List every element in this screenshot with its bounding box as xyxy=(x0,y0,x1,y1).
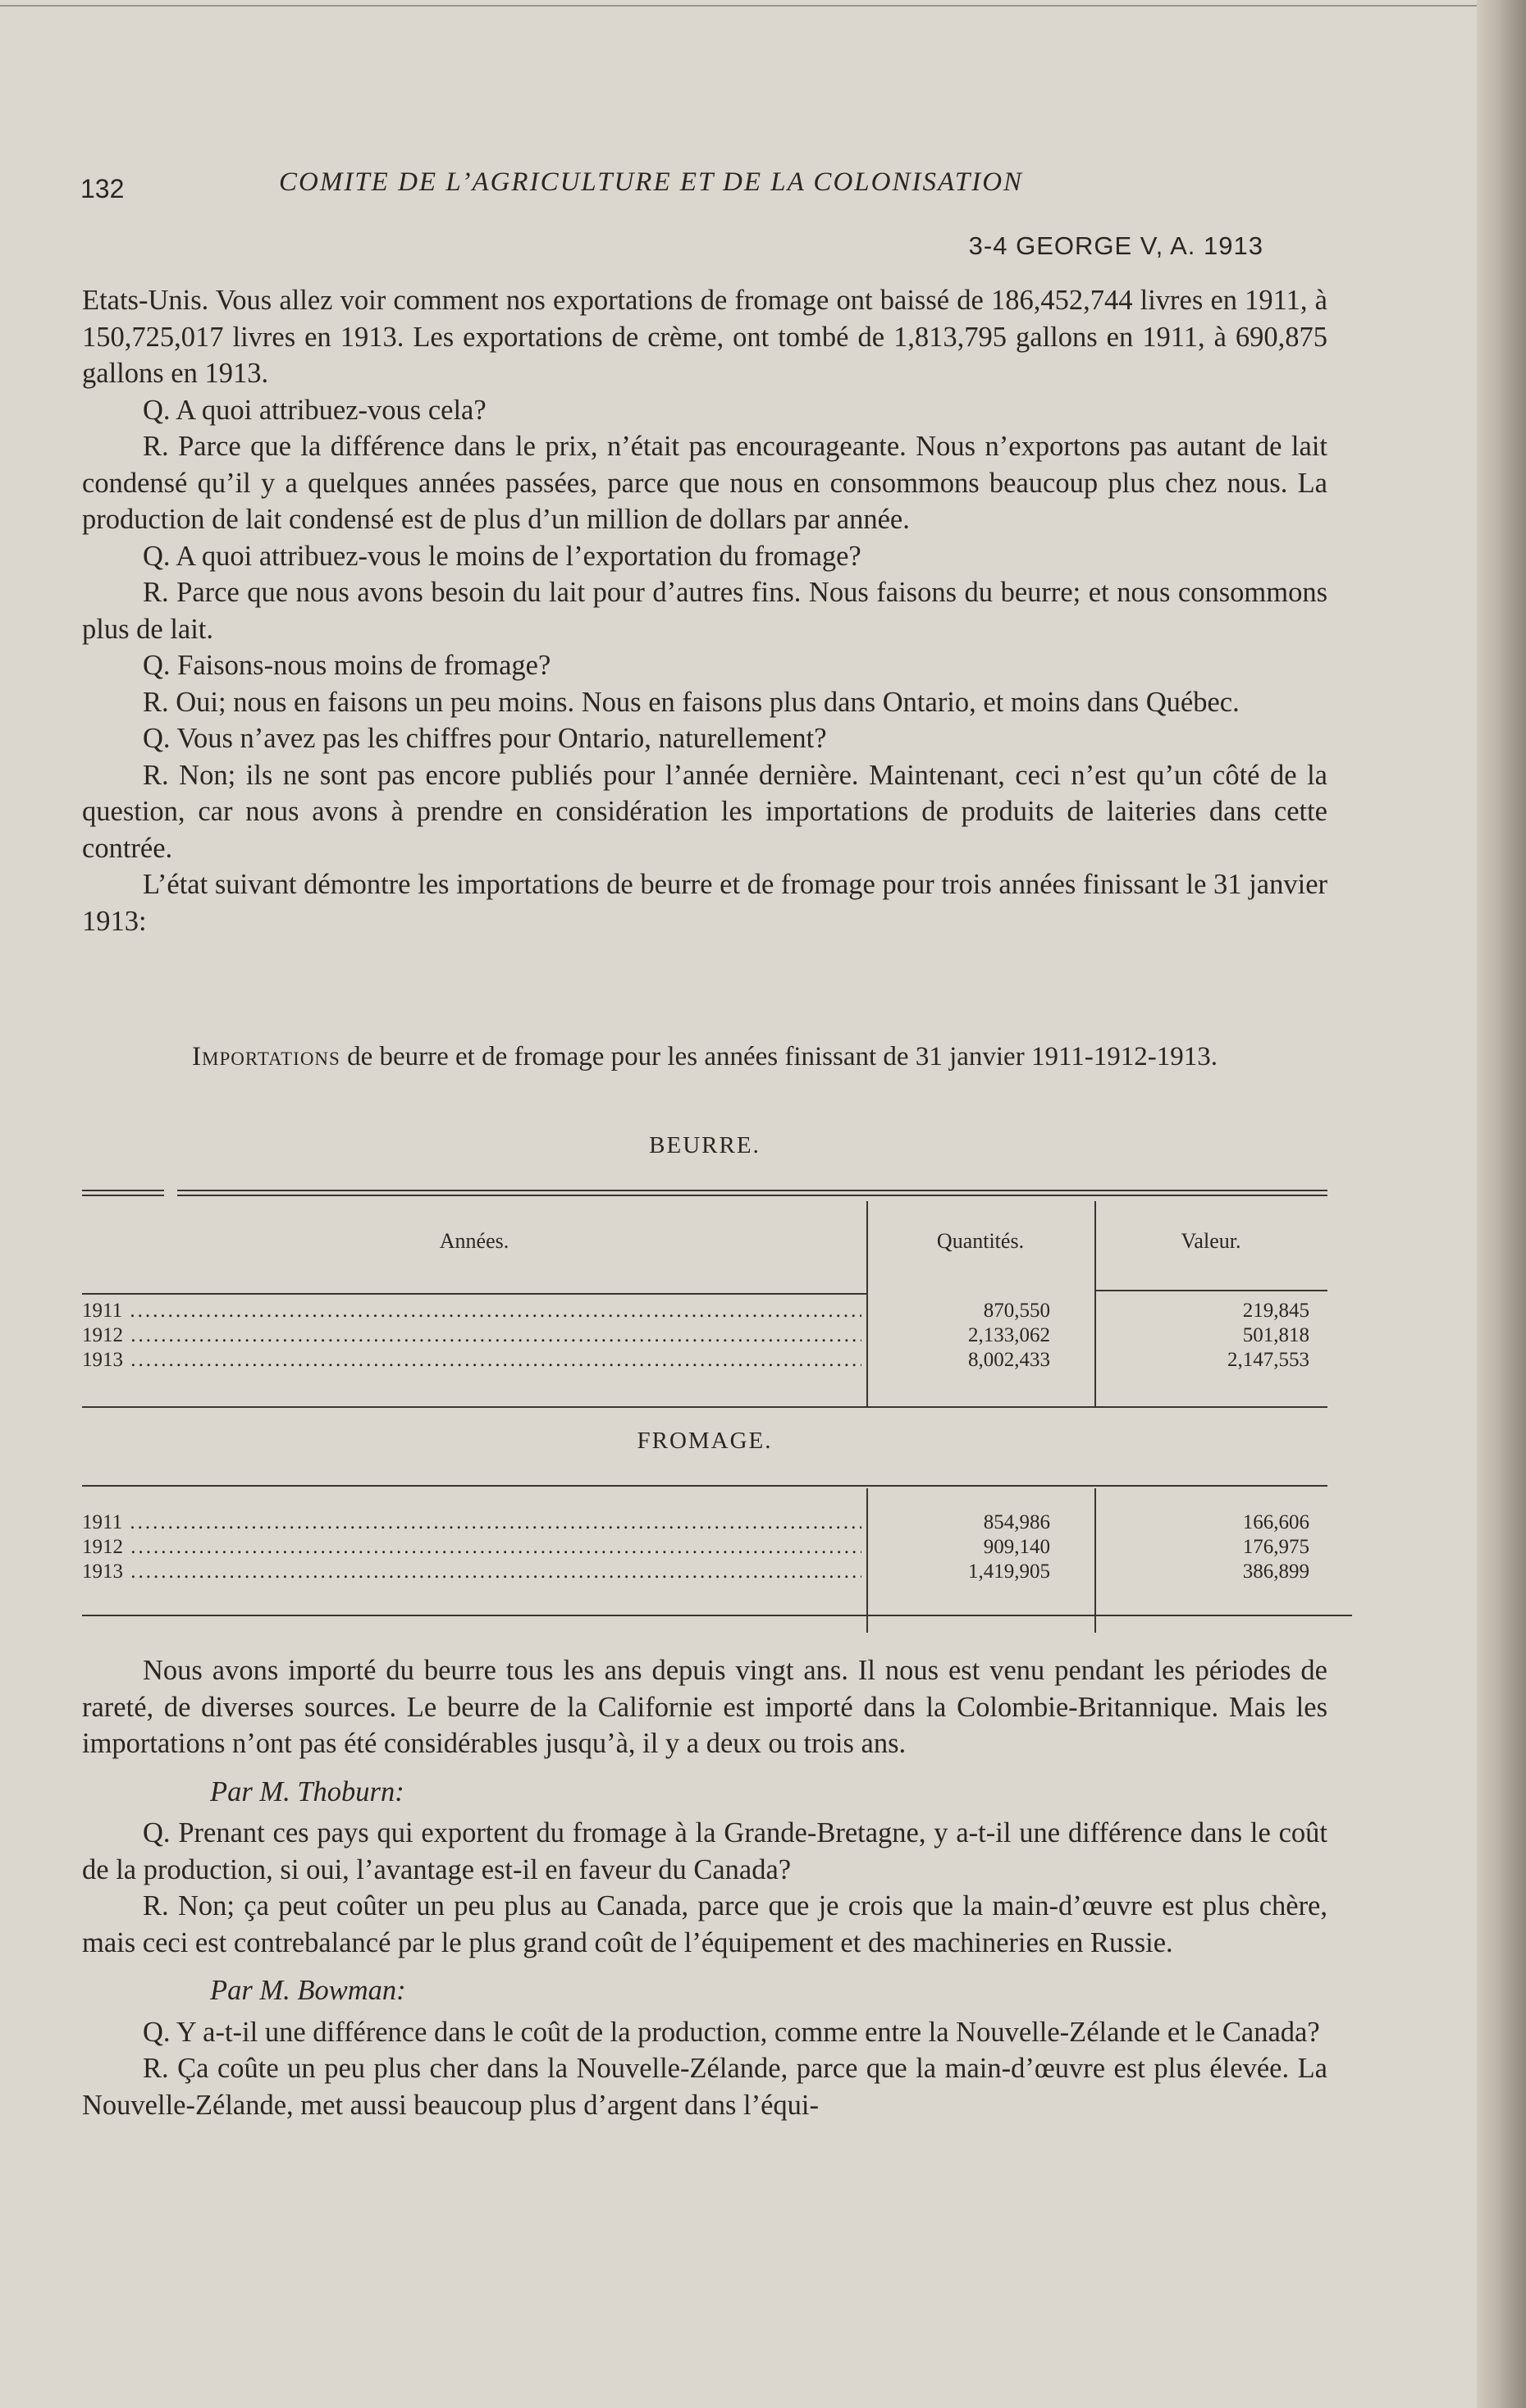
speaker-label: Par M. Thoburn: xyxy=(210,1775,404,1807)
speaker-label: Par M. Bowman: xyxy=(210,1975,406,2006)
value-cell: 2,147,553 xyxy=(1227,1349,1309,1371)
value-cell: 176,975 xyxy=(1242,1536,1309,1558)
value-cell: 219,845 xyxy=(1242,1300,1309,1322)
caption-text: de beurre et de fromage pour les années finissant de 31 janvier 1911-1912-1913. xyxy=(340,1042,1218,1071)
quantity-cell: 909,140 xyxy=(983,1536,1050,1558)
paragraph: Q. Faisons-nous moins de fromage? xyxy=(143,650,551,681)
year-cell: 1911 ..... xyxy=(82,1511,861,1534)
paragraph: Q. Vous n’avez pas les chiffres pour Ontario, naturellement? xyxy=(143,723,827,754)
year-cell: 1913 ..... xyxy=(82,1560,861,1583)
paragraph: R. Oui; nous en faisons un peu moins. Nous en faisons plus dans Ontario, et moins dans Québec. xyxy=(143,686,1240,718)
value-cell: 386,899 xyxy=(1242,1560,1309,1583)
butter-section-title: BEURRE. xyxy=(649,1132,761,1158)
paragraph: R. Non; ça peut coûter un peu plus au Canada, parce que je crois que la main-d’œuvre est plus chère, mais ceci est contrebalancé par le plus grand coût de l’équipement et des machineries en Russie. xyxy=(82,1890,1327,1958)
page-number: 132 xyxy=(80,174,125,203)
running-title: COMITE DE L’AGRICULTURE ET DE LA COLONISATION xyxy=(279,167,1024,197)
year-cell: 1912 ..... xyxy=(82,1324,861,1347)
header-years: Années. xyxy=(439,1229,509,1253)
table-caption xyxy=(82,1039,1327,1075)
header-value: Valeur. xyxy=(1181,1229,1241,1253)
paragraph: Nous avons importé du beurre tous les ans depuis vingt ans. Il nous est venu pendant les périodes de rareté, de diverses sources. Le beurre de la Californie est importé dans la Colombie-Britannique. Mais les importations n’ont pas été considérables jusqu’à, il y a deux ou trois ans. xyxy=(82,1655,1327,1759)
quantity-cell: 2,133,062 xyxy=(968,1324,1050,1346)
body-text-top xyxy=(82,282,1327,939)
quantity-cell: 1,419,905 xyxy=(968,1560,1050,1583)
paragraph: R. Parce que nous avons besoin du lait pour d’autres fins. Nous faisons du beurre; et nous consommons plus de lait. xyxy=(82,577,1327,645)
header-quantity: Quantités. xyxy=(936,1229,1025,1253)
table-row xyxy=(82,1536,1327,1560)
paragraph: Q. Prenant ces pays qui exportent du fromage à la Grande-Bretagne, y a-t-il une différence dans le coût de la production, si oui, l’avantage est-il en faveur du Canada? xyxy=(82,1817,1327,1885)
caption-lead: Importations xyxy=(192,1042,340,1071)
paragraph: R. Ça coûte un peu plus cher dans la Nouvelle-Zélande, parce que la main-d’œuvre est plus élevée. La Nouvelle-Zélande, met aussi beaucoup plus d’argent dans l’équi- xyxy=(82,2053,1327,2121)
paragraph: Q. A quoi attribuez-vous cela? xyxy=(143,394,487,426)
quantity-cell: 870,550 xyxy=(983,1300,1050,1322)
year-cell: 1913 ..... xyxy=(82,1349,861,1372)
body-text-bottom xyxy=(82,1652,1327,2123)
cheese-section-title: FROMAGE. xyxy=(637,1428,773,1454)
session-label: 3-4 GEORGE V, A. 1913 xyxy=(968,231,1263,260)
paragraph: R. Non; ils ne sont pas encore publiés pour l’année dernière. Maintenant, ceci n’est qu’un côté de la question, car nous avons à prendre en considération les importations de produits de laiteries dans cette contrée. xyxy=(82,759,1327,864)
table-row xyxy=(82,1300,1327,1324)
paragraph: Q. A quoi attribuez-vous le moins de l’exportation du fromage? xyxy=(143,540,861,572)
paragraph: Etats-Unis. Vous allez voir comment nos exportations de fromage ont baissé de 186,452,744 livres en 1911, à 150,725,017 livres en 1913. Les exportations de crème, ont tombé de 1,813,795 gallons en 1911, à 690,875 gallons en 1913. xyxy=(82,285,1327,389)
quantity-cell: 854,986 xyxy=(983,1511,1050,1533)
paragraph: Q. Y a-t-il une différence dans le coût de la production, comme entre la Nouvelle-Zélande et le Canada? xyxy=(143,2016,1320,2048)
value-cell: 501,818 xyxy=(1242,1324,1309,1346)
book-gutter-edge xyxy=(1477,0,1526,2408)
year-cell: 1911 ..... xyxy=(82,1300,861,1323)
paragraph: L’état suivant démontre les importations de beurre et de fromage pour trois années finissant le 31 janvier 1913: xyxy=(82,869,1327,937)
paragraph: R. Parce que la différence dans le prix, n’était pas encourageante. Nous n’exportons pas autant de lait condensé qu’il y a quelques années passées, parce que nous en consommons beaucoup plus chez nous. La production de lait condensé est de plus d’un million de dollars par année. xyxy=(82,431,1327,535)
table-row xyxy=(82,1560,1327,1585)
table-row xyxy=(82,1349,1327,1373)
top-rule xyxy=(0,5,1477,7)
value-cell: 166,606 xyxy=(1242,1511,1309,1533)
year-cell: 1912 ..... xyxy=(82,1536,861,1559)
quantity-cell: 8,002,433 xyxy=(968,1349,1050,1371)
table-row xyxy=(82,1511,1327,1536)
table-row xyxy=(82,1324,1327,1349)
